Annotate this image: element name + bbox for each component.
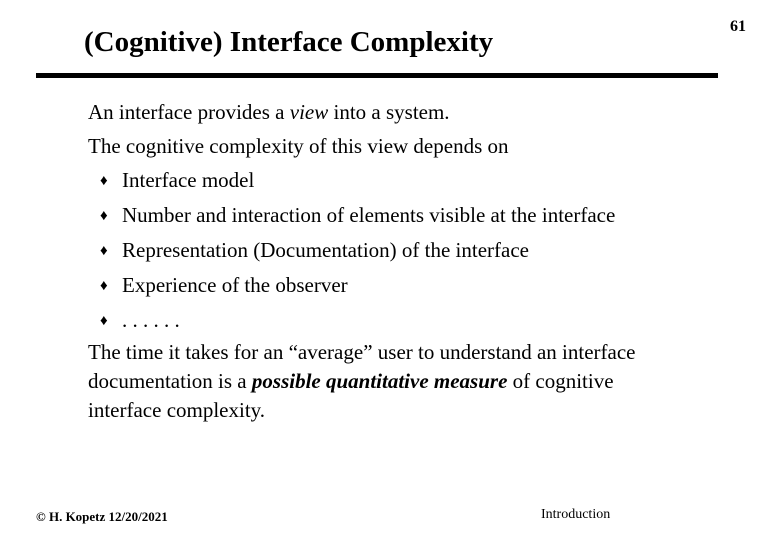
footer-copyright: © H. Kopetz 12/20/2021 (36, 509, 168, 524)
intro-line-1 (88, 95, 728, 129)
bullet-text: Interface model (122, 168, 255, 192)
bullet-list (88, 163, 728, 338)
closing-emphasis: possible quantitative measure (251, 369, 508, 393)
intro-text: into a system. (328, 100, 450, 124)
title-underline-divider (36, 73, 718, 78)
diamond-bullet-icon: ♦ (100, 313, 108, 329)
closing-text: of cognitive (507, 369, 614, 393)
closing-line-1: The time it takes for an “average” user to understand an interface (88, 340, 636, 364)
closing-text: documentation is a (88, 369, 252, 393)
slide-title: (Cognitive) Interface Complexity (84, 26, 494, 58)
list-item (88, 163, 728, 198)
intro-line-2: The cognitive complexity of this view depends on (88, 134, 509, 158)
slide-body (88, 95, 728, 425)
closing-line-3: interface complexity. (88, 398, 266, 422)
list-item (88, 233, 728, 268)
diamond-bullet-icon: ♦ (100, 208, 108, 224)
page-number: 61 (730, 18, 746, 35)
diamond-bullet-icon: ♦ (100, 278, 108, 294)
diamond-bullet-icon: ♦ (100, 173, 108, 189)
diamond-bullet-icon: ♦ (100, 243, 108, 259)
list-item (88, 303, 728, 338)
bullet-text: . . . . . . (122, 308, 180, 332)
closing-paragraph (88, 338, 728, 425)
footer-section-label: Introduction (541, 507, 611, 522)
bullet-text: Number and interaction of elements visible at the interface (122, 203, 616, 227)
closing-line-2 (88, 367, 728, 396)
intro-emphasis: view (289, 100, 329, 124)
list-item (88, 268, 728, 303)
list-item (88, 198, 728, 233)
bullet-text: Experience of the observer (122, 273, 348, 297)
intro-text: An interface provides a (88, 100, 290, 124)
bullet-text: Representation (Documentation) of the interface (122, 238, 529, 262)
